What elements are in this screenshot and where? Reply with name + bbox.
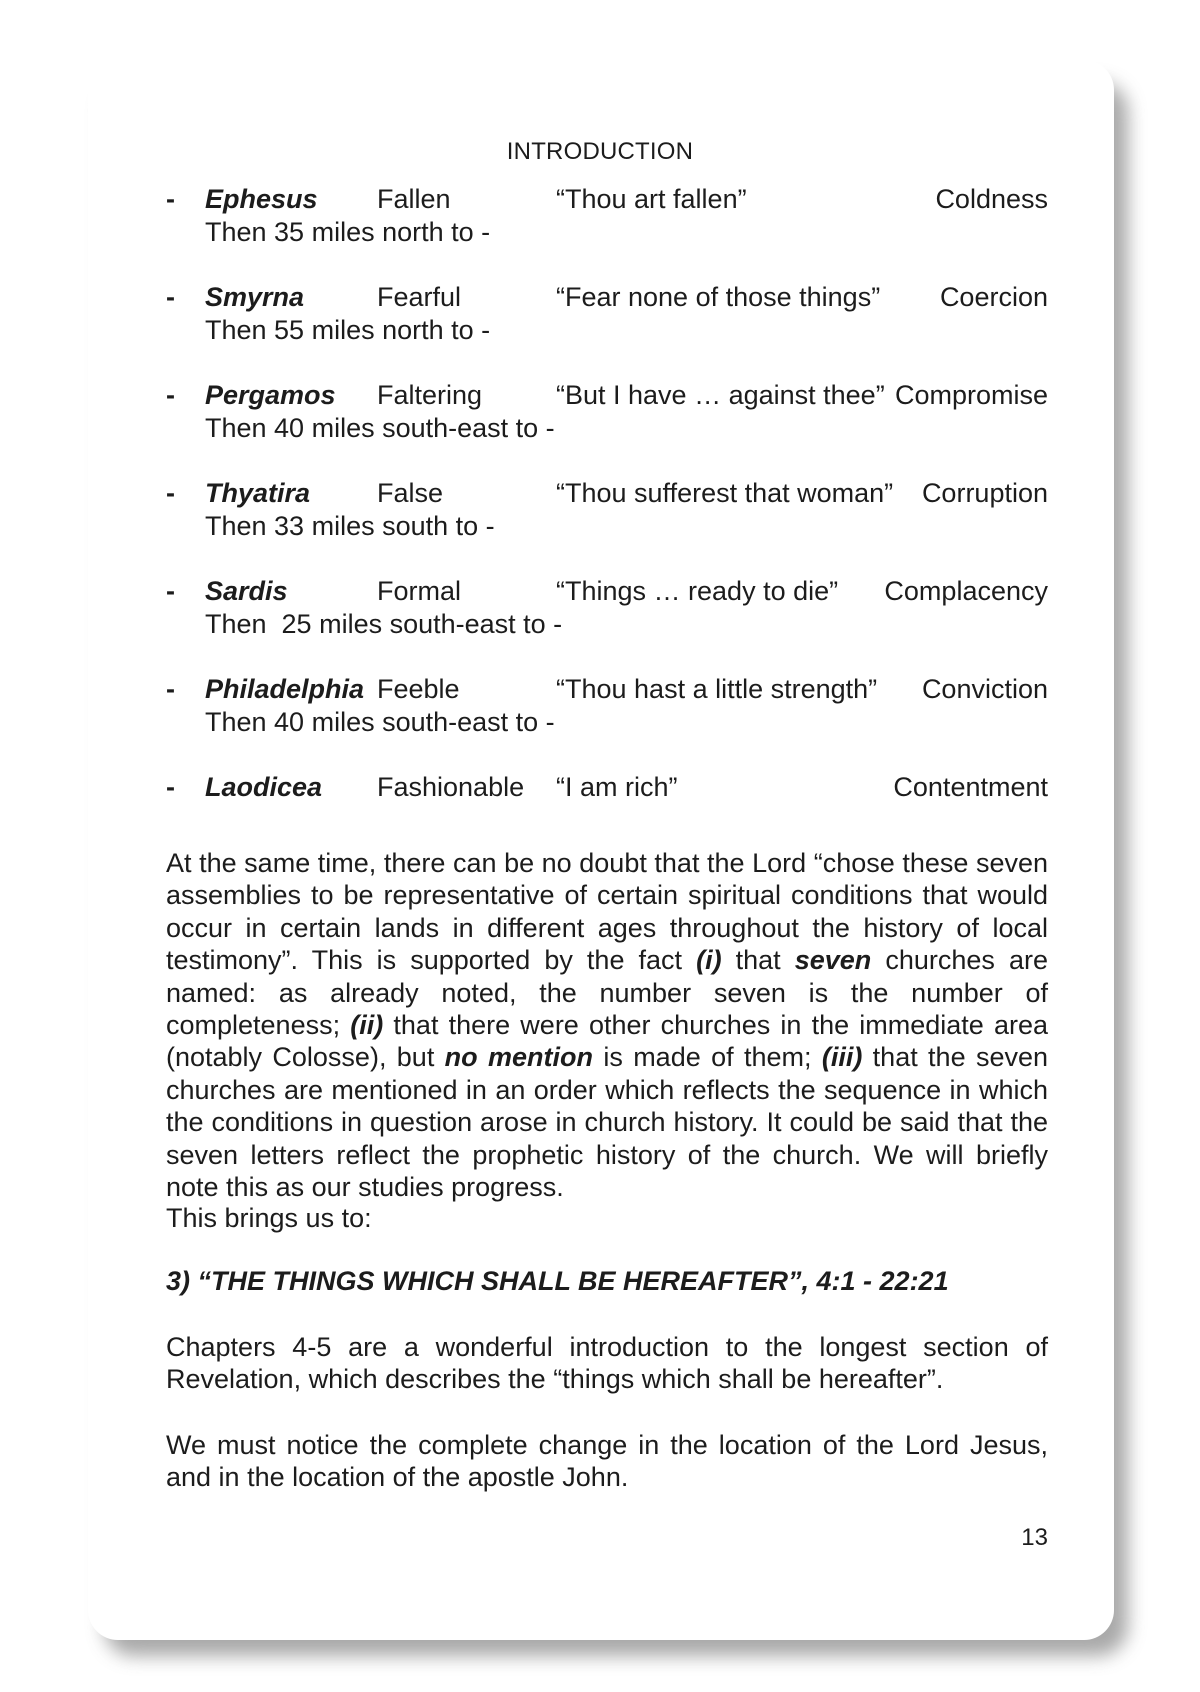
body-paragraph-representative — [166, 847, 1048, 1203]
emphasis-run: (iii) — [821, 1042, 863, 1073]
travel-note: Then 25 miles south-east to - — [205, 609, 563, 639]
text-run: that there were other churches in the immediate area (notably Colosse), but — [166, 1010, 1048, 1073]
emphasis-run: (i) — [696, 945, 722, 976]
text-run: that — [721, 945, 795, 976]
church-quote: “But I have … against thee” — [556, 380, 885, 410]
travel-note: Then 55 miles north to - — [205, 315, 491, 345]
church-condition: Fearful — [377, 282, 462, 312]
church-entry-pergamos — [166, 379, 1048, 445]
church-entry-thyatira — [166, 477, 1048, 543]
church-entry-smyrna — [166, 281, 1048, 347]
church-state: Compromise — [894, 380, 1048, 410]
church-name: Ephesus — [205, 184, 318, 214]
church-name: Pergamos — [205, 380, 336, 410]
body-paragraph-brings: This brings us to: — [166, 1203, 372, 1233]
church-quote: “I am rich” — [556, 772, 678, 802]
running-head: INTRODUCTION — [506, 138, 694, 165]
church-state: Contentment — [893, 772, 1048, 802]
church-name: Smyrna — [205, 282, 305, 312]
text-run: At the same time, there can be no doubt that the Lord “chose these seven assemblies to be representative of certain spiritual conditions that would occur in certain lands in different ages throughout the history of local testimony”. This is supported by the fact — [166, 848, 1048, 976]
church-condition: False — [377, 478, 444, 508]
church-entry-sardis — [166, 575, 1048, 641]
church-state: Coercion — [939, 282, 1048, 312]
emphasis-run: no mention — [444, 1042, 593, 1073]
church-entry-philadelphia — [166, 673, 1048, 739]
church-state: Coldness — [935, 184, 1048, 214]
church-name: Thyatira — [205, 478, 311, 508]
church-entry-ephesus — [166, 183, 1048, 249]
list-dash: - — [166, 772, 175, 802]
list-dash: - — [166, 478, 175, 508]
travel-note: Then 33 miles south to - — [205, 511, 495, 541]
list-dash: - — [166, 184, 175, 214]
list-dash: - — [166, 576, 175, 606]
church-condition: Fashionable — [377, 772, 525, 802]
church-state: Corruption — [921, 478, 1048, 508]
body-paragraph-location: We must notice the complete change in the location of the Lord Jesus, and in the location of the apostle John. — [166, 1430, 1048, 1493]
church-quote: “Things … ready to die” — [556, 576, 839, 606]
travel-note: Then 40 miles south-east to - — [205, 707, 555, 737]
church-quote: “Thou art fallen” — [556, 184, 747, 214]
church-name: Philadelphia — [205, 674, 365, 704]
church-condition: Formal — [377, 576, 462, 606]
travel-note: Then 40 miles south-east to - — [205, 413, 555, 443]
text-run: that the seven churches are mentioned in an order which reflects the sequence in which the conditions in question arose in church history. It could be said that the seven letters reflect the prophetic history of the church. We will briefly note this as our studies progress. — [166, 1042, 1048, 1203]
emphasis-run: seven — [794, 945, 872, 976]
text-run: churches are named: as already noted, the number seven is the number of completeness; — [166, 945, 1048, 1041]
church-name: Sardis — [205, 576, 288, 606]
body-paragraph-chapters: Chapters 4-5 are a wonderful introduction to the longest section of Revelation, which describes the “things which shall be hereafter”. — [166, 1332, 1048, 1395]
church-condition: Fallen — [377, 184, 451, 214]
list-dash: - — [166, 380, 175, 410]
church-entry-laodicea — [166, 771, 1048, 804]
section-heading: 3) “THE THINGS WHICH SHALL BE HEREAFTER”, 4:1 - 22:21 — [166, 1266, 949, 1296]
church-state: Complacency — [884, 576, 1048, 606]
list-dash: - — [166, 674, 175, 704]
church-state: Conviction — [921, 674, 1048, 704]
church-name: Laodicea — [205, 772, 323, 802]
church-condition: Faltering — [377, 380, 483, 410]
church-quote: “Fear none of those things” — [556, 282, 881, 312]
emphasis-run: (ii) — [350, 1010, 384, 1041]
page-number: 13 — [1021, 1524, 1048, 1551]
list-dash: - — [166, 282, 175, 312]
church-quote: “Thou sufferest that woman” — [556, 478, 894, 508]
church-quote: “Thou hast a little strength” — [556, 674, 878, 704]
travel-note: Then 35 miles north to - — [205, 217, 491, 247]
church-condition: Feeble — [377, 674, 460, 704]
text-run: is made of them; — [593, 1042, 822, 1073]
